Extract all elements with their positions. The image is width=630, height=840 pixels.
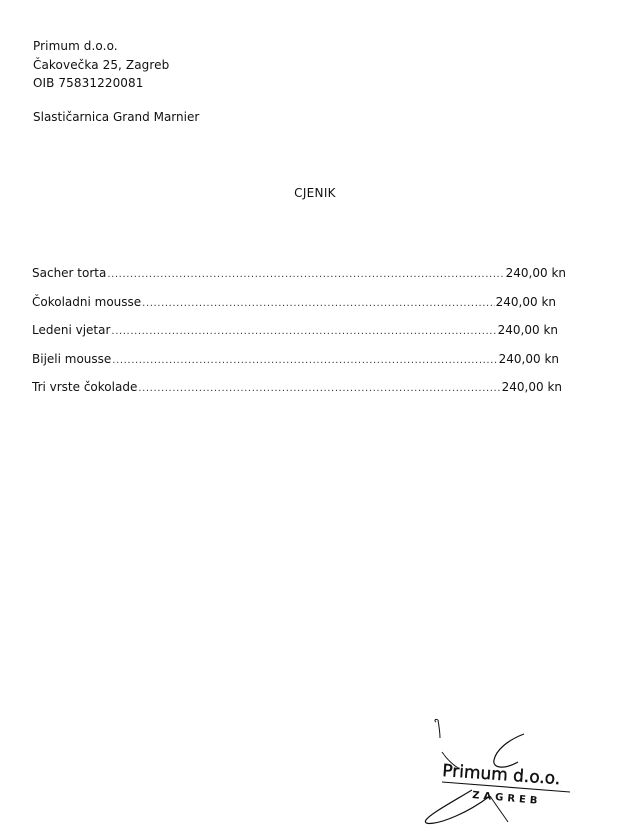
item-price: 240,00 kn	[498, 352, 559, 366]
dot-leader	[107, 269, 504, 280]
page-title: CJENIK	[294, 186, 336, 200]
stamp-line1: Primum d.o.o.	[441, 761, 561, 790]
price-row	[32, 352, 559, 368]
price-row	[32, 295, 556, 311]
item-name: Ledeni vjetar	[32, 323, 111, 337]
company-address: Čakovečka 25, Zagreb	[33, 57, 170, 72]
company-oib: OIB 75831220081	[33, 76, 144, 90]
dot-leader	[142, 298, 494, 309]
item-price: 240,00 kn	[497, 323, 558, 337]
dot-leader	[138, 383, 500, 394]
item-name: Tri vrste čokolade	[32, 380, 138, 394]
item-price: 240,00 kn	[495, 295, 556, 309]
stamp-line2: ZAGREB	[471, 790, 542, 808]
company-name: Primum d.o.o.	[33, 39, 118, 53]
shop-name: Slastičarnica Grand Marnier	[33, 110, 200, 124]
dot-leader	[111, 326, 496, 337]
item-price: 240,00 kn	[501, 380, 562, 394]
price-row	[32, 380, 562, 396]
price-row	[32, 323, 558, 339]
item-price: 240,00 kn	[505, 266, 566, 280]
price-row	[32, 266, 566, 282]
item-name: Čokoladni mousse	[32, 295, 142, 309]
company-stamp-signature	[412, 712, 582, 830]
company-header	[33, 37, 169, 93]
item-name: Sacher torta	[32, 266, 107, 280]
item-name: Bijeli mousse	[32, 352, 112, 366]
dot-leader	[112, 355, 497, 366]
